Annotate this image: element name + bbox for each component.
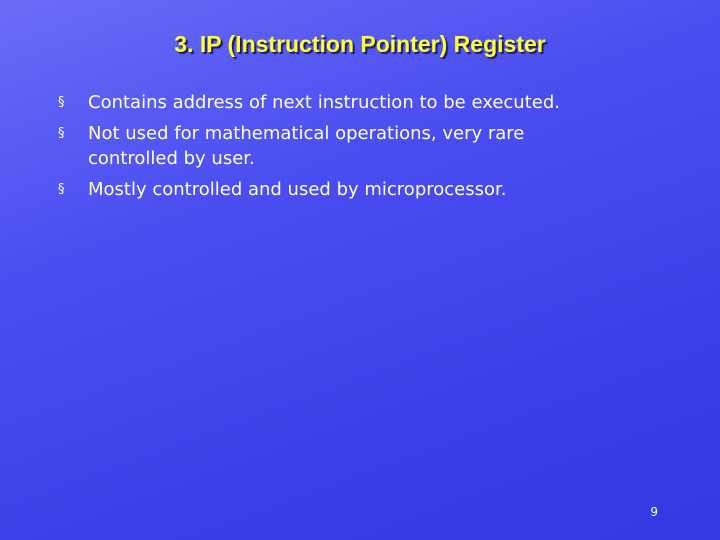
bullet-item — [58, 121, 678, 171]
page-number: 9 — [650, 505, 658, 519]
bullet-text: Contains address of next instruction to be executed. — [88, 92, 560, 113]
bullet-marker-icon: § — [58, 95, 65, 110]
bullet-list — [58, 90, 678, 208]
slide-title: 3. IP (Instruction Pointer) Register — [174, 31, 546, 57]
bullet-text: Not used for mathematical operations, very rare controlled by user. — [88, 123, 525, 169]
bullet-text: Mostly controlled and used by microprocessor. — [88, 179, 507, 200]
bullet-marker-icon: § — [58, 182, 65, 197]
bullet-marker-icon: § — [58, 126, 65, 141]
bullet-item — [58, 90, 678, 115]
bullet-item — [58, 177, 678, 202]
